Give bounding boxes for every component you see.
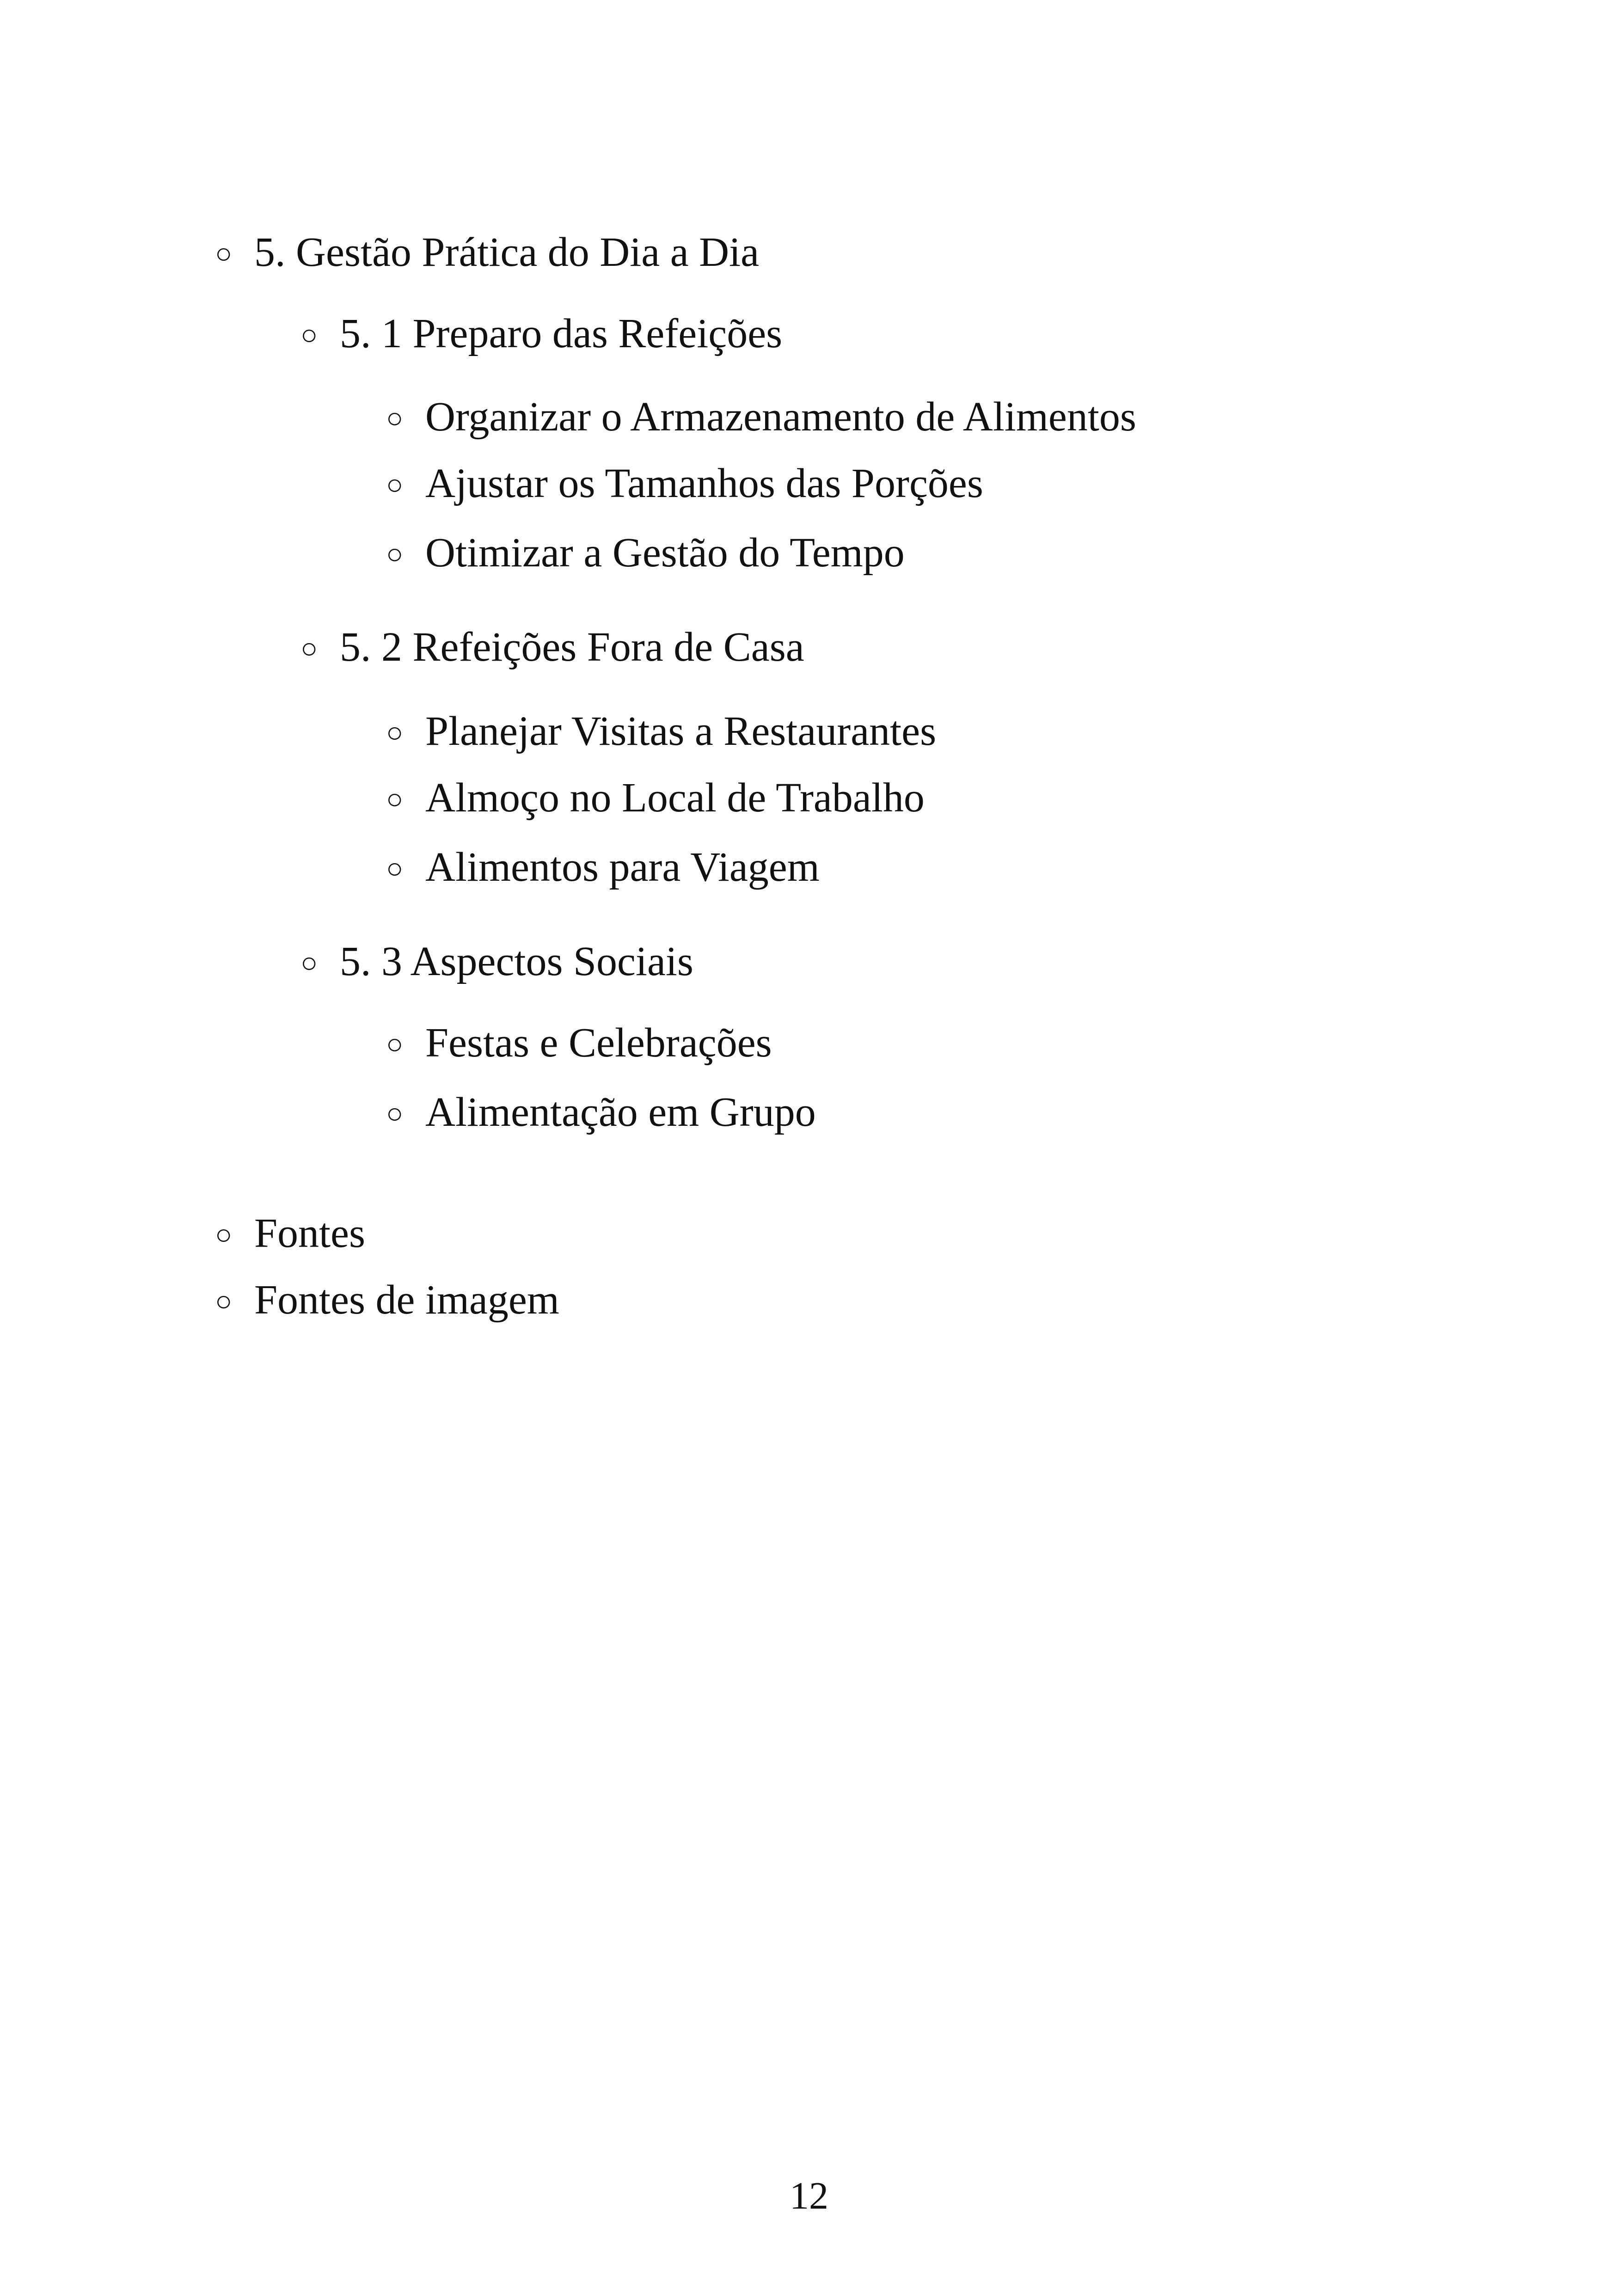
circle-bullet-icon: ○ xyxy=(300,947,318,979)
circle-bullet-icon: ○ xyxy=(386,717,404,749)
circle-bullet-icon: ○ xyxy=(386,784,404,815)
toc-entry-label: Planejar Visitas a Restaurantes xyxy=(425,708,937,754)
toc-entry-item[interactable] xyxy=(386,460,983,508)
toc-entry-label: Otimizar a Gestão do Tempo xyxy=(425,530,905,576)
toc-entry-sources[interactable] xyxy=(215,1210,365,1258)
toc-entry-item[interactable] xyxy=(386,844,820,892)
circle-bullet-icon: ○ xyxy=(386,1029,404,1060)
toc-entry-label: Ajustar os Tamanhos das Porções xyxy=(425,460,983,506)
circle-bullet-icon: ○ xyxy=(386,469,404,501)
toc-entry-item[interactable] xyxy=(386,1020,772,1068)
toc-entry-label: 5. 1 Preparo das Refeições xyxy=(340,311,783,356)
circle-bullet-icon: ○ xyxy=(386,403,404,434)
toc-entry-item[interactable] xyxy=(386,530,905,577)
toc-entry-item[interactable] xyxy=(386,775,925,823)
toc-entry-label: Fontes de imagem xyxy=(254,1277,559,1323)
toc-entry-label: Alimentos para Viagem xyxy=(425,844,820,890)
circle-bullet-icon: ○ xyxy=(300,633,318,664)
toc-entry-section-5-1[interactable] xyxy=(300,311,782,358)
page-number: 12 xyxy=(790,2174,828,2217)
circle-bullet-icon: ○ xyxy=(386,1098,404,1130)
toc-entry-label: Festas e Celebrações xyxy=(425,1020,772,1066)
toc-entry-item[interactable] xyxy=(386,394,1136,442)
toc-entry-section-5-3[interactable] xyxy=(300,939,693,986)
toc-entry-label: 5. 2 Refeições Fora de Casa xyxy=(340,624,804,670)
circle-bullet-icon: ○ xyxy=(386,539,404,570)
circle-bullet-icon: ○ xyxy=(215,1219,233,1251)
circle-bullet-icon: ○ xyxy=(386,853,404,884)
toc-entry-label: Alimentação em Grupo xyxy=(425,1089,816,1135)
toc-entry-item[interactable] xyxy=(386,708,936,756)
circle-bullet-icon: ○ xyxy=(215,238,233,270)
toc-entry-label: 5. Gestão Prática do Dia a Dia xyxy=(254,229,760,275)
toc-entry-section-5[interactable] xyxy=(215,229,759,277)
toc-entry-label: 5. 3 Aspectos Sociais xyxy=(340,939,693,984)
circle-bullet-icon: ○ xyxy=(215,1286,233,1317)
toc-entry-section-5-2[interactable] xyxy=(300,624,804,672)
toc-entry-label: Fontes xyxy=(254,1210,366,1256)
toc-entry-label: Organizar o Armazenamento de Alimentos xyxy=(425,394,1136,440)
circle-bullet-icon: ○ xyxy=(300,319,318,351)
toc-entry-item[interactable] xyxy=(386,1089,816,1137)
toc-entry-image-sources[interactable] xyxy=(215,1277,559,1325)
toc-entry-label: Almoço no Local de Trabalho xyxy=(425,775,925,821)
